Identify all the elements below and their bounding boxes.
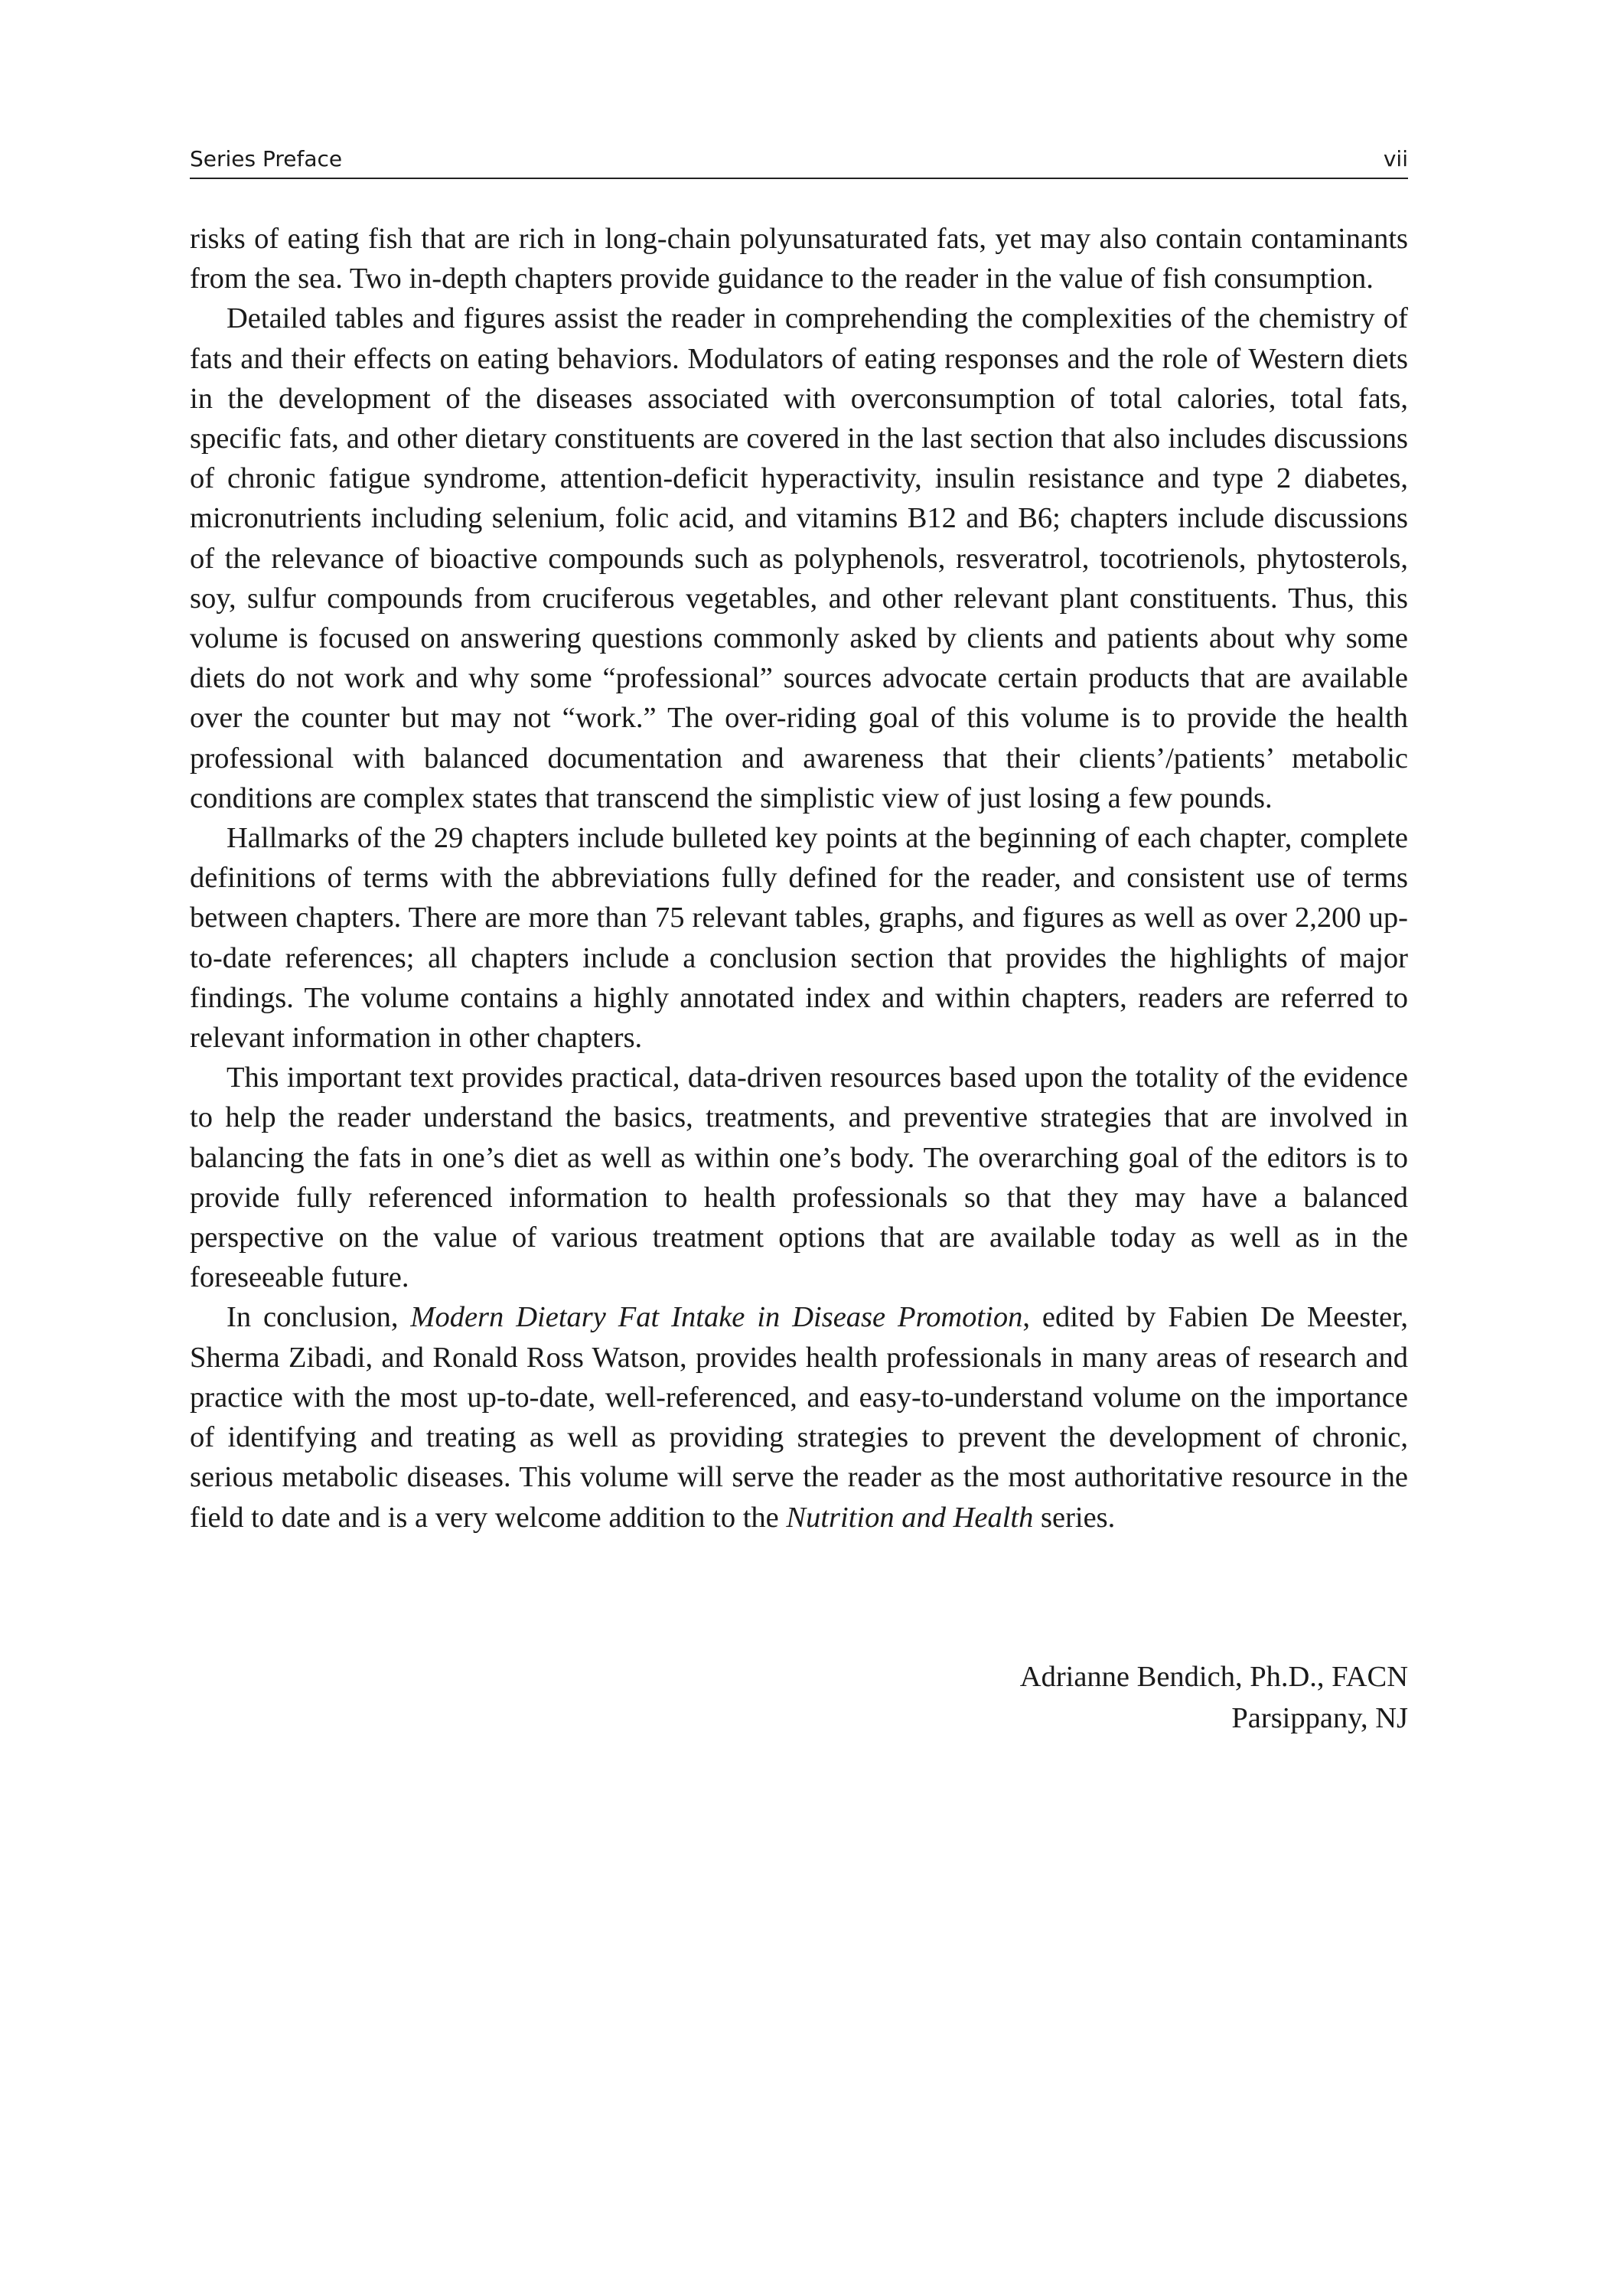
paragraph-5-middle: , edited by Fabien De Meester, Sherma Zibadi, and Ronald Ross Watson, provides health professionals in many areas of research and practice with the most up-to-date, well-referenced, and easy-to-understand volume on the importance of identifying and treating as well as providing strategies to prevent the development of chronic, serious metabolic diseases. This volume will serve the reader as the most authoritative resource in the field to date and is a very welcome addition to the <box>190 1301 1409 1534</box>
paragraph-4: This important text provides practical, data-driven resources based upon the totality of the evidence to help the reader understand the basics, treatments, and preventive strategies that are involved in balancing the fats in one’s diet as well as within one’s body. The overarching goal of the editors is to provide fully referenced information to health professionals so that they may have a balanced perspective on the value of various treatment options that are available today as well as in the foreseeable future. <box>190 1062 1408 1294</box>
paragraph-3: Hallmarks of the 29 chapters include bulleted key points at the beginning of each chapter, complete definitions of terms with the abbreviations fully defined for the reader, and consistent use of terms between chapters. There are more than 75 relevant tables, graphs, and figures as well as over 2,200 up-to-date references; all chapters include a conclusion section that provides the highlights of major findings. The volume contains a highly annotated index and within chapters, readers are referred to relevant information in other chapters. <box>190 822 1408 1055</box>
book-title: Modern Dietary Fat Intake in Disease Promotion <box>410 1301 1023 1334</box>
series-title: Nutrition and Health <box>786 1501 1034 1534</box>
page-number: vii <box>1383 146 1408 171</box>
paragraph-5-tail: series. <box>1033 1501 1116 1534</box>
paragraph-5-lead: In conclusion, <box>227 1301 411 1334</box>
section-title: Series Preface <box>190 146 343 171</box>
paragraph-5 <box>190 1297 1408 1537</box>
signature-block <box>842 1656 1408 1739</box>
author-name: Adrianne Bendich, Ph.D., FACN <box>1019 1661 1408 1693</box>
running-header <box>190 144 1408 179</box>
author-location: Parsippany, NJ <box>1231 1702 1408 1734</box>
paragraph-2: Detailed tables and figures assist the reader in comprehending the complexities of the chemistry of fats and their effects on eating behaviors. Modulators of eating responses and the role of Western diets in the development of the diseases associated with overconsumption of total calories, total fats, specific fats, and other dietary constituents are covered in the last section that also includes discussions of chronic fatigue syndrome, attention-deficit hyperactivity, insulin resistance and type 2 diabetes, micronutrients including selenium, folic acid, and vitamins B12 and B6; chapters include discussions of the relevance of bioactive compounds such as polyphenols, resveratrol, tocotrienols, phytosterols, soy, sulfur compounds from cruciferous vegetables, and other relevant plant constituents. Thus, this volume is focused on answering questions commonly asked by clients and patients about why some diets do not work and why some “professional” sources advocate certain products that are available over the counter but may not “work.” The over-riding goal of this volume is to provide the health professional with balanced documentation and awareness that their clients’/patients’ metabolic conditions are complex states that transcend the simplistic view of just losing a few pounds. <box>190 302 1408 814</box>
body-text <box>190 219 1408 1538</box>
paragraph-1: risks of eating fish that are rich in long-chain polyunsaturated fats, yet may also contain contaminants from the sea. Two in-depth chapters provide guidance to the reader in the value of fish consumption. <box>190 223 1408 295</box>
